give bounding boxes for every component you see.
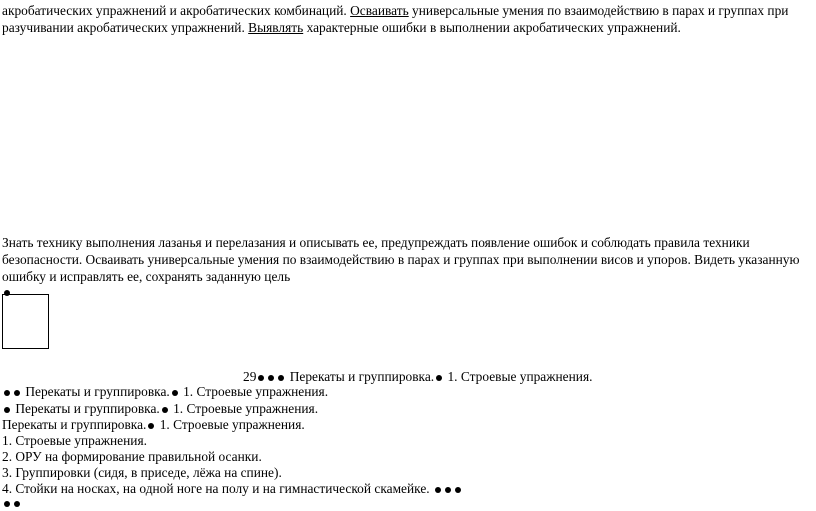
plain-line xyxy=(2,416,305,433)
paragraph-line: ошибку и исправлять ее, сохранять заданную цель xyxy=(2,269,291,284)
bullet-icon xyxy=(258,375,264,381)
line-segment: 1. Строевые упражнения. xyxy=(173,401,319,416)
bullet-icon xyxy=(14,390,20,396)
image-placeholder xyxy=(2,294,49,349)
bullet-icon xyxy=(455,487,461,493)
line-segment: Перекаты и группировка. xyxy=(25,384,170,399)
bullet-line xyxy=(2,494,22,511)
text-segment: характерные ошибки в выполнении акробатических упражнений. xyxy=(303,20,681,35)
underlined-word: Выявлять xyxy=(248,20,304,35)
line-segment: Перекаты и группировка. xyxy=(2,417,147,432)
text-segment: разучивании акробатических упражнений. xyxy=(2,20,249,35)
list-item: 1. Строевые упражнения. xyxy=(2,433,147,448)
line-segment: 1. Строевые упражнения. xyxy=(183,384,329,399)
bullet-icon xyxy=(436,375,442,381)
bullet-icon xyxy=(268,375,274,381)
text-segment: универсальные умения по взаимодействию в парах и группах при xyxy=(408,3,789,18)
line-segment: Перекаты и группировка. xyxy=(15,401,160,416)
bullet-icon xyxy=(4,407,10,413)
line-segment: Перекаты и группировка. xyxy=(289,369,435,384)
bullet-icon xyxy=(278,375,284,381)
text-segment: акробатических упражнений и акробатических комбинаций. xyxy=(2,3,351,18)
list-item: 3. Группировки (сидя, в приседе, лёжа на спине). xyxy=(2,465,282,480)
paragraph-line: Знать технику выполнения лазанья и перелазания и описывать ее, предупреждать появление ошибок и соблюдать правила техники xyxy=(2,235,750,250)
line-segment: 4. Стойки на носках, на одной ноге на полу и на гимнастической скамейке. xyxy=(2,481,430,496)
line-segment: 1. Строевые упражнения. xyxy=(159,417,305,432)
bullet-icon xyxy=(172,390,178,396)
line-number: 29 xyxy=(243,369,257,384)
text-line xyxy=(2,19,681,36)
bullet-icon xyxy=(162,407,168,413)
bullet-icon xyxy=(148,423,154,429)
bullet-icon xyxy=(4,390,10,396)
bulleted-line xyxy=(2,383,328,400)
list-item xyxy=(2,480,463,497)
paragraph-line: безопасности. Осваивать универсальные умения по взаимодействию в парах и группах при выполнении висов и упоров. Видеть указанную xyxy=(2,252,800,267)
bulleted-line xyxy=(2,400,318,417)
list-item: 2. ОРУ на формирование правильной осанки. xyxy=(2,449,262,464)
bullet-icon xyxy=(445,487,451,493)
underlined-word: Осваивать xyxy=(350,3,409,18)
text-line xyxy=(2,2,814,19)
line-segment: 1. Строевые упражнения. xyxy=(447,369,593,384)
bullet-icon xyxy=(435,487,441,493)
